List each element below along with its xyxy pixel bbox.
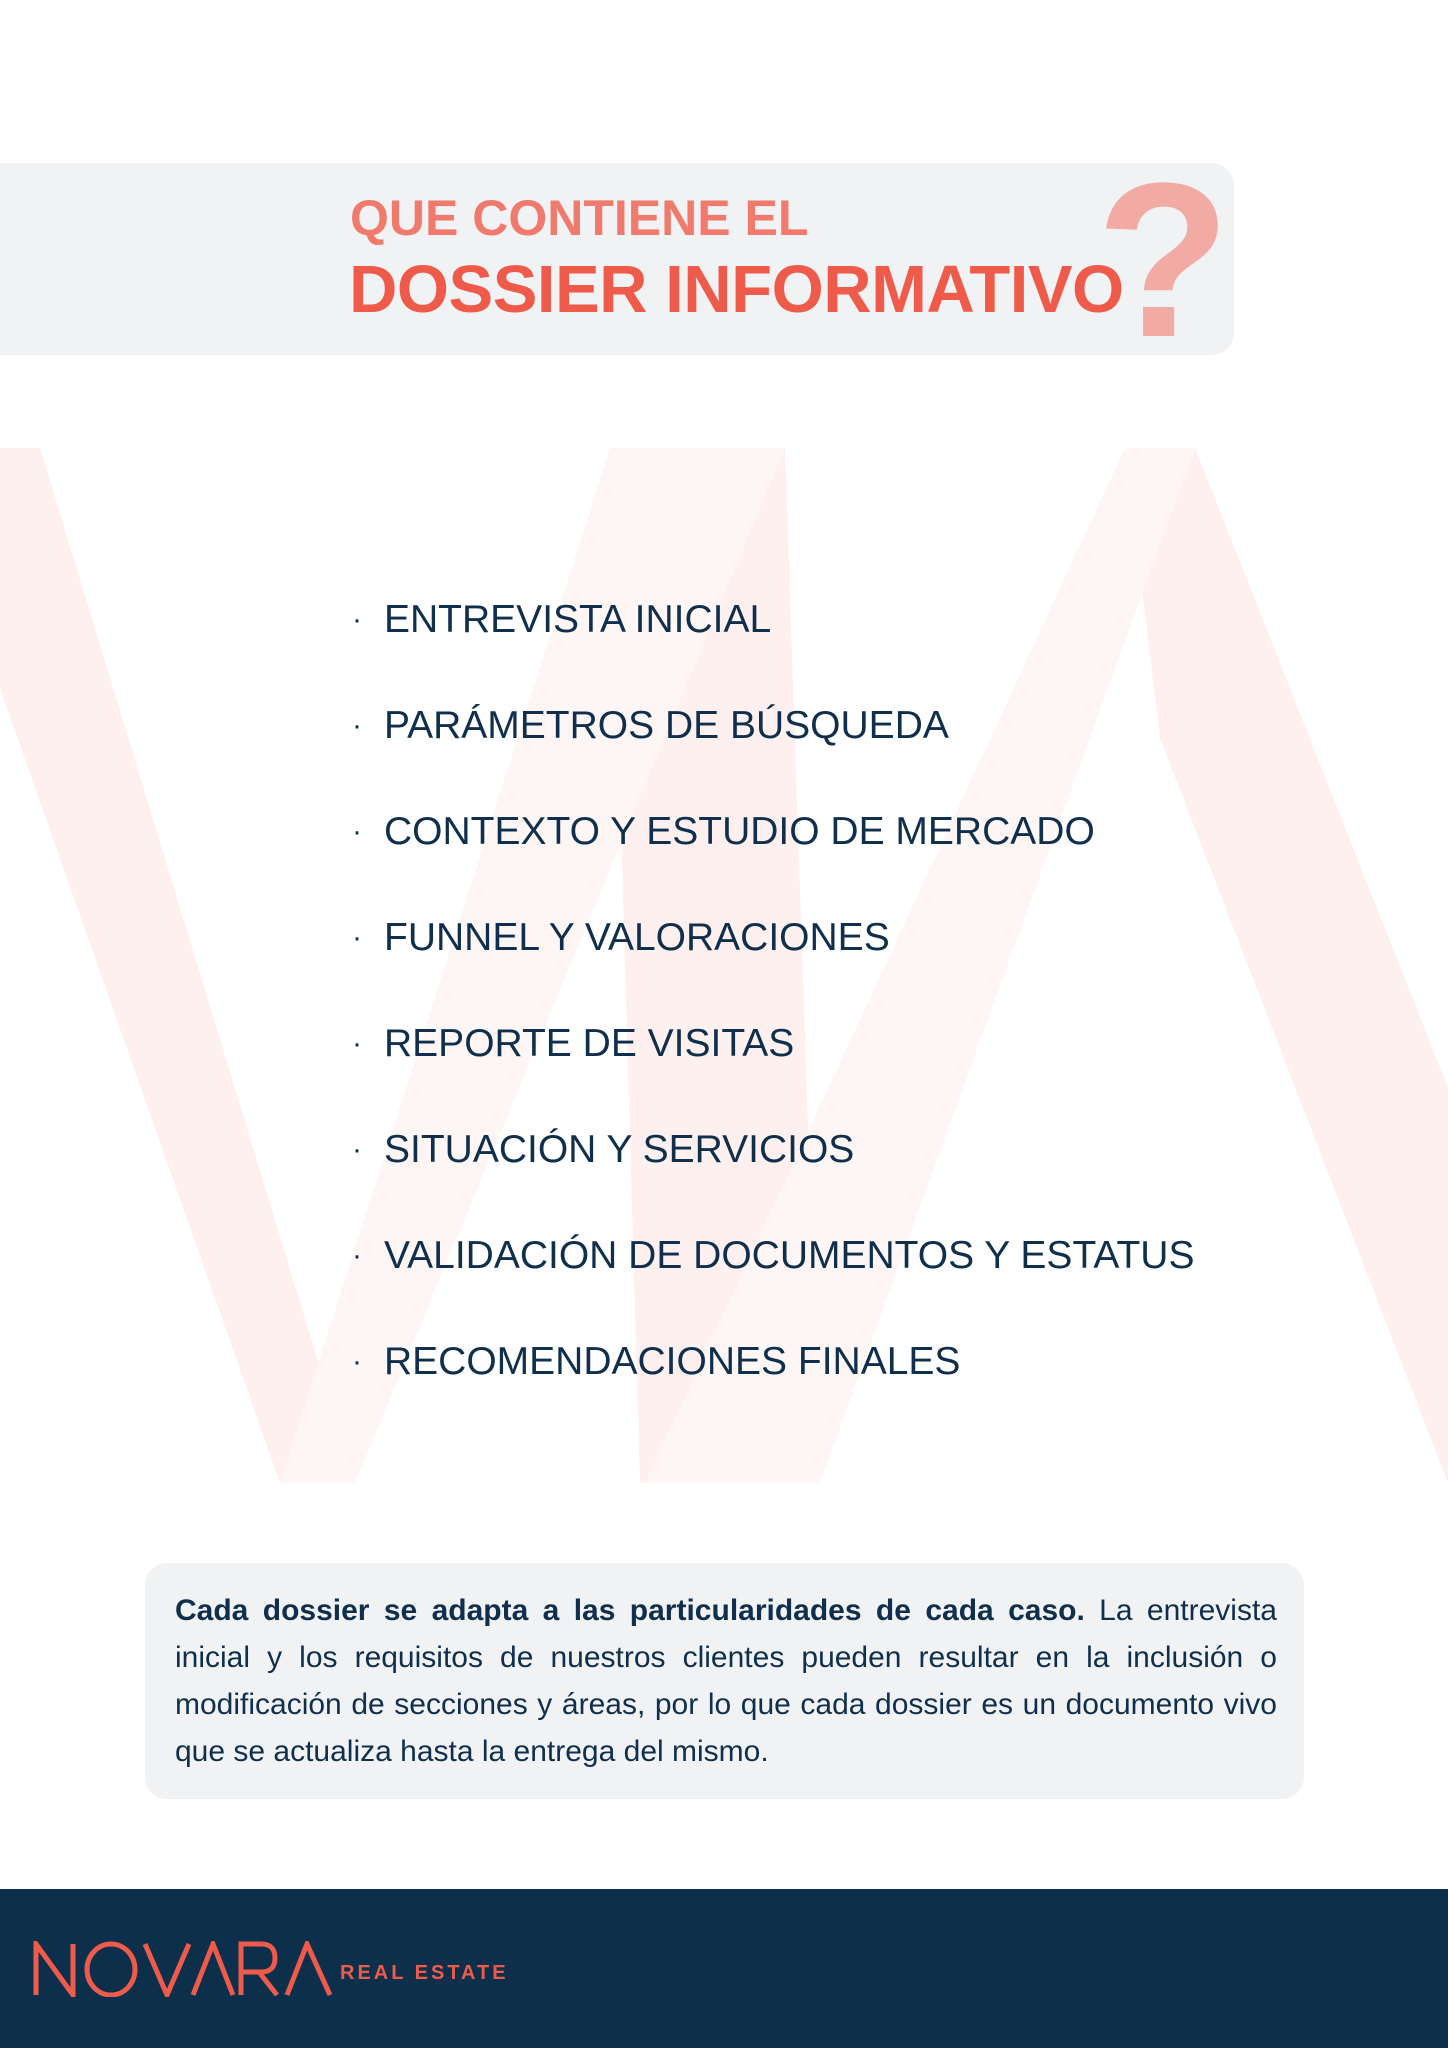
- topic-label: PARÁMETROS DE BÚSQUEDA: [384, 704, 949, 747]
- brand-tagline: REAL ESTATE: [340, 1962, 509, 1984]
- note-panel: [145, 1563, 1304, 1799]
- bullet: ·: [352, 1345, 362, 1378]
- novara-logo-icon: [33, 1941, 333, 1997]
- topic-label: REPORTE DE VISITAS: [384, 1022, 795, 1065]
- bullet: ·: [352, 1027, 362, 1060]
- bullet: ·: [352, 1133, 362, 1166]
- bullet: ·: [352, 709, 362, 742]
- bullet: ·: [352, 815, 362, 848]
- page-title: DOSSIER INFORMATIVO: [349, 252, 1124, 327]
- note-paragraph: [175, 1587, 1277, 1775]
- bullet: ·: [352, 921, 362, 954]
- list-item: [352, 1097, 1195, 1203]
- list-item: [352, 1203, 1195, 1309]
- bullet: ·: [352, 1239, 362, 1272]
- note-bold: Cada dossier se adapta a las particularidades de cada caso.: [175, 1594, 1085, 1627]
- topic-label: RECOMENDACIONES FINALES: [384, 1340, 961, 1383]
- list-item: [352, 1309, 1195, 1415]
- bullet: ·: [352, 603, 362, 636]
- note-body: La entrevista inicial y los requisitos de nuestros clientes pueden resultar en la inclusión o modificación de secciones y áreas, por lo que cada dossier es un documento vivo que se actualiza hasta la entrega del mismo.: [175, 1594, 1277, 1768]
- topic-label: SITUACIÓN Y SERVICIOS: [384, 1128, 855, 1171]
- topic-label: FUNNEL Y VALORACIONES: [384, 916, 890, 959]
- topic-label: ENTREVISTA INICIAL: [384, 598, 772, 641]
- header-line-1: QUE CONTIENE EL: [350, 190, 809, 246]
- topic-label: CONTEXTO Y ESTUDIO DE MERCADO: [384, 810, 1095, 853]
- topics-list: [352, 567, 1195, 1415]
- list-item: [352, 885, 1195, 991]
- footer: [0, 1889, 1448, 2048]
- list-item: [352, 673, 1195, 779]
- list-item: [352, 779, 1195, 885]
- list-item: [352, 991, 1195, 1097]
- list-item: [352, 567, 1195, 673]
- question-mark-icon: ?: [1096, 137, 1231, 383]
- topic-label: VALIDACIÓN DE DOCUMENTOS Y ESTATUS: [384, 1234, 1195, 1277]
